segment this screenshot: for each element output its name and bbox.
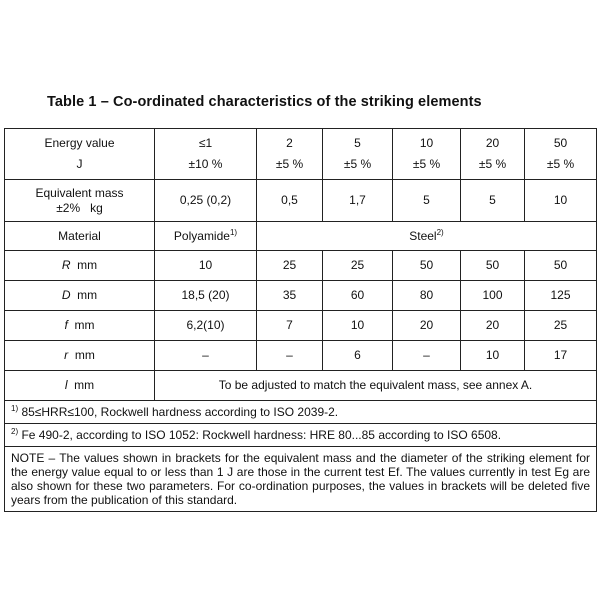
- energy-value: 5: [354, 136, 361, 150]
- mass-cell: 0,25 (0,2): [155, 180, 257, 222]
- table-cell: 20: [393, 311, 461, 341]
- r-row: [5, 341, 597, 371]
- table-cell: –: [257, 341, 323, 371]
- table-cell: 50: [393, 251, 461, 281]
- footnote-row-2: [5, 424, 597, 447]
- row-symbol: r: [64, 348, 69, 362]
- energy-value: 20: [485, 136, 500, 150]
- material-row: [5, 222, 597, 251]
- equivalent-mass-tolerance: ±2%: [56, 200, 81, 215]
- material-steel-text: Steel: [409, 228, 437, 243]
- diameter-D-row: [5, 281, 597, 311]
- footnote-row-1: [5, 401, 597, 424]
- row-symbol: R: [61, 258, 71, 272]
- footnote-1: [5, 401, 597, 424]
- table-cell: 10: [155, 251, 257, 281]
- energy-value-header: [5, 129, 155, 180]
- energy-cell: [323, 129, 393, 180]
- row-header: [5, 341, 155, 371]
- table-cell: 60: [323, 281, 393, 311]
- row-symbol: D: [61, 288, 71, 302]
- energy-value-label: Energy value: [44, 136, 115, 150]
- mass-cell: 10: [525, 180, 597, 222]
- material-polyamide: [155, 222, 257, 251]
- table-cell: 125: [525, 281, 597, 311]
- energy-value: 2: [286, 136, 293, 150]
- table-cell: 20: [461, 311, 525, 341]
- energy-tolerance: ±5 %: [275, 157, 304, 171]
- footnote-ref-1: 1): [229, 227, 238, 237]
- equivalent-mass-row: [5, 180, 597, 222]
- table-cell: 6: [323, 341, 393, 371]
- table-cell: 100: [461, 281, 525, 311]
- energy-value: 10: [419, 136, 434, 150]
- radius-R-row: [5, 251, 597, 281]
- table-cell: 18,5 (20): [155, 281, 257, 311]
- table-cell: 80: [393, 281, 461, 311]
- energy-tolerance: ±5 %: [412, 157, 441, 171]
- table-cell: 25: [257, 251, 323, 281]
- material-label: Material: [5, 222, 155, 251]
- table-title: Table 1 – Co-ordinated characteristics of the striking elements: [47, 94, 482, 110]
- table-cell: 7: [257, 311, 323, 341]
- footnote-mark: 2): [11, 427, 19, 436]
- energy-cell: [155, 129, 257, 180]
- equivalent-mass-header: [5, 180, 155, 222]
- characteristics-table: [4, 128, 597, 512]
- row-header: [5, 371, 155, 401]
- footnote-mark: 1): [11, 404, 19, 413]
- energy-value: 50: [553, 136, 568, 150]
- energy-tolerance: ±5 %: [546, 157, 575, 171]
- f-row: [5, 311, 597, 341]
- mass-cell: 5: [393, 180, 461, 222]
- row-header: [5, 281, 155, 311]
- energy-cell: [393, 129, 461, 180]
- table-cell: 6,2(10): [155, 311, 257, 341]
- energy-tolerance: ±5 %: [343, 157, 372, 171]
- energy-tolerance: ±5 %: [478, 157, 507, 171]
- length-l-text: To be adjusted to match the equivalent mass, see annex A.: [155, 371, 597, 401]
- row-unit: mm: [74, 318, 95, 332]
- energy-value-row: [5, 129, 597, 180]
- equivalent-mass-label: Equivalent mass: [35, 185, 124, 200]
- row-unit: mm: [77, 288, 98, 302]
- length-l-row: [5, 371, 597, 401]
- note-row: [5, 447, 597, 512]
- note-text: NOTE – The values shown in brackets for the equivalent mass and the diameter of the striking element for the energy value equal to or less than 1 J are those in the current test Ef. The values currently in test Eg are also shown for these two parameters. For co-ordination purposes, the values in brackets will be deleted five years from the publication of this standard.: [5, 447, 597, 512]
- row-symbol: l: [64, 378, 68, 392]
- mass-cell: 5: [461, 180, 525, 222]
- row-symbol: f: [64, 318, 68, 332]
- footnote-2: [5, 424, 597, 447]
- row-unit: mm: [77, 258, 98, 272]
- row-unit: mm: [74, 378, 95, 392]
- mass-cell: 1,7: [323, 180, 393, 222]
- footnote-text: 85≤HRR≤100, Rockwell hardness according to ISO 2039-2.: [18, 405, 339, 419]
- footnote-ref-2: 2): [436, 227, 444, 237]
- material-steel: [257, 222, 597, 251]
- table-cell: 50: [525, 251, 597, 281]
- mass-cell: 0,5: [257, 180, 323, 222]
- energy-cell: [461, 129, 525, 180]
- table-cell: 35: [257, 281, 323, 311]
- table-cell: –: [393, 341, 461, 371]
- row-unit: mm: [74, 348, 95, 362]
- table-cell: 25: [323, 251, 393, 281]
- energy-cell: [257, 129, 323, 180]
- row-header: [5, 311, 155, 341]
- table-cell: 17: [525, 341, 597, 371]
- energy-value: ≤1: [198, 136, 213, 150]
- row-header: [5, 251, 155, 281]
- material-polyamide-text: Polyamide: [173, 228, 230, 243]
- table-cell: 10: [323, 311, 393, 341]
- equivalent-mass-unit: kg: [90, 200, 103, 215]
- energy-cell: [525, 129, 597, 180]
- energy-tolerance: ±10 %: [188, 157, 223, 171]
- table-cell: 10: [461, 341, 525, 371]
- table-cell: 25: [525, 311, 597, 341]
- table-cell: –: [155, 341, 257, 371]
- footnote-text: Fe 490-2, according to ISO 1052: Rockwell hardness: HRE 80...85 according to ISO 6508.: [18, 428, 502, 442]
- energy-value-unit: J: [76, 157, 83, 171]
- table-cell: 50: [461, 251, 525, 281]
